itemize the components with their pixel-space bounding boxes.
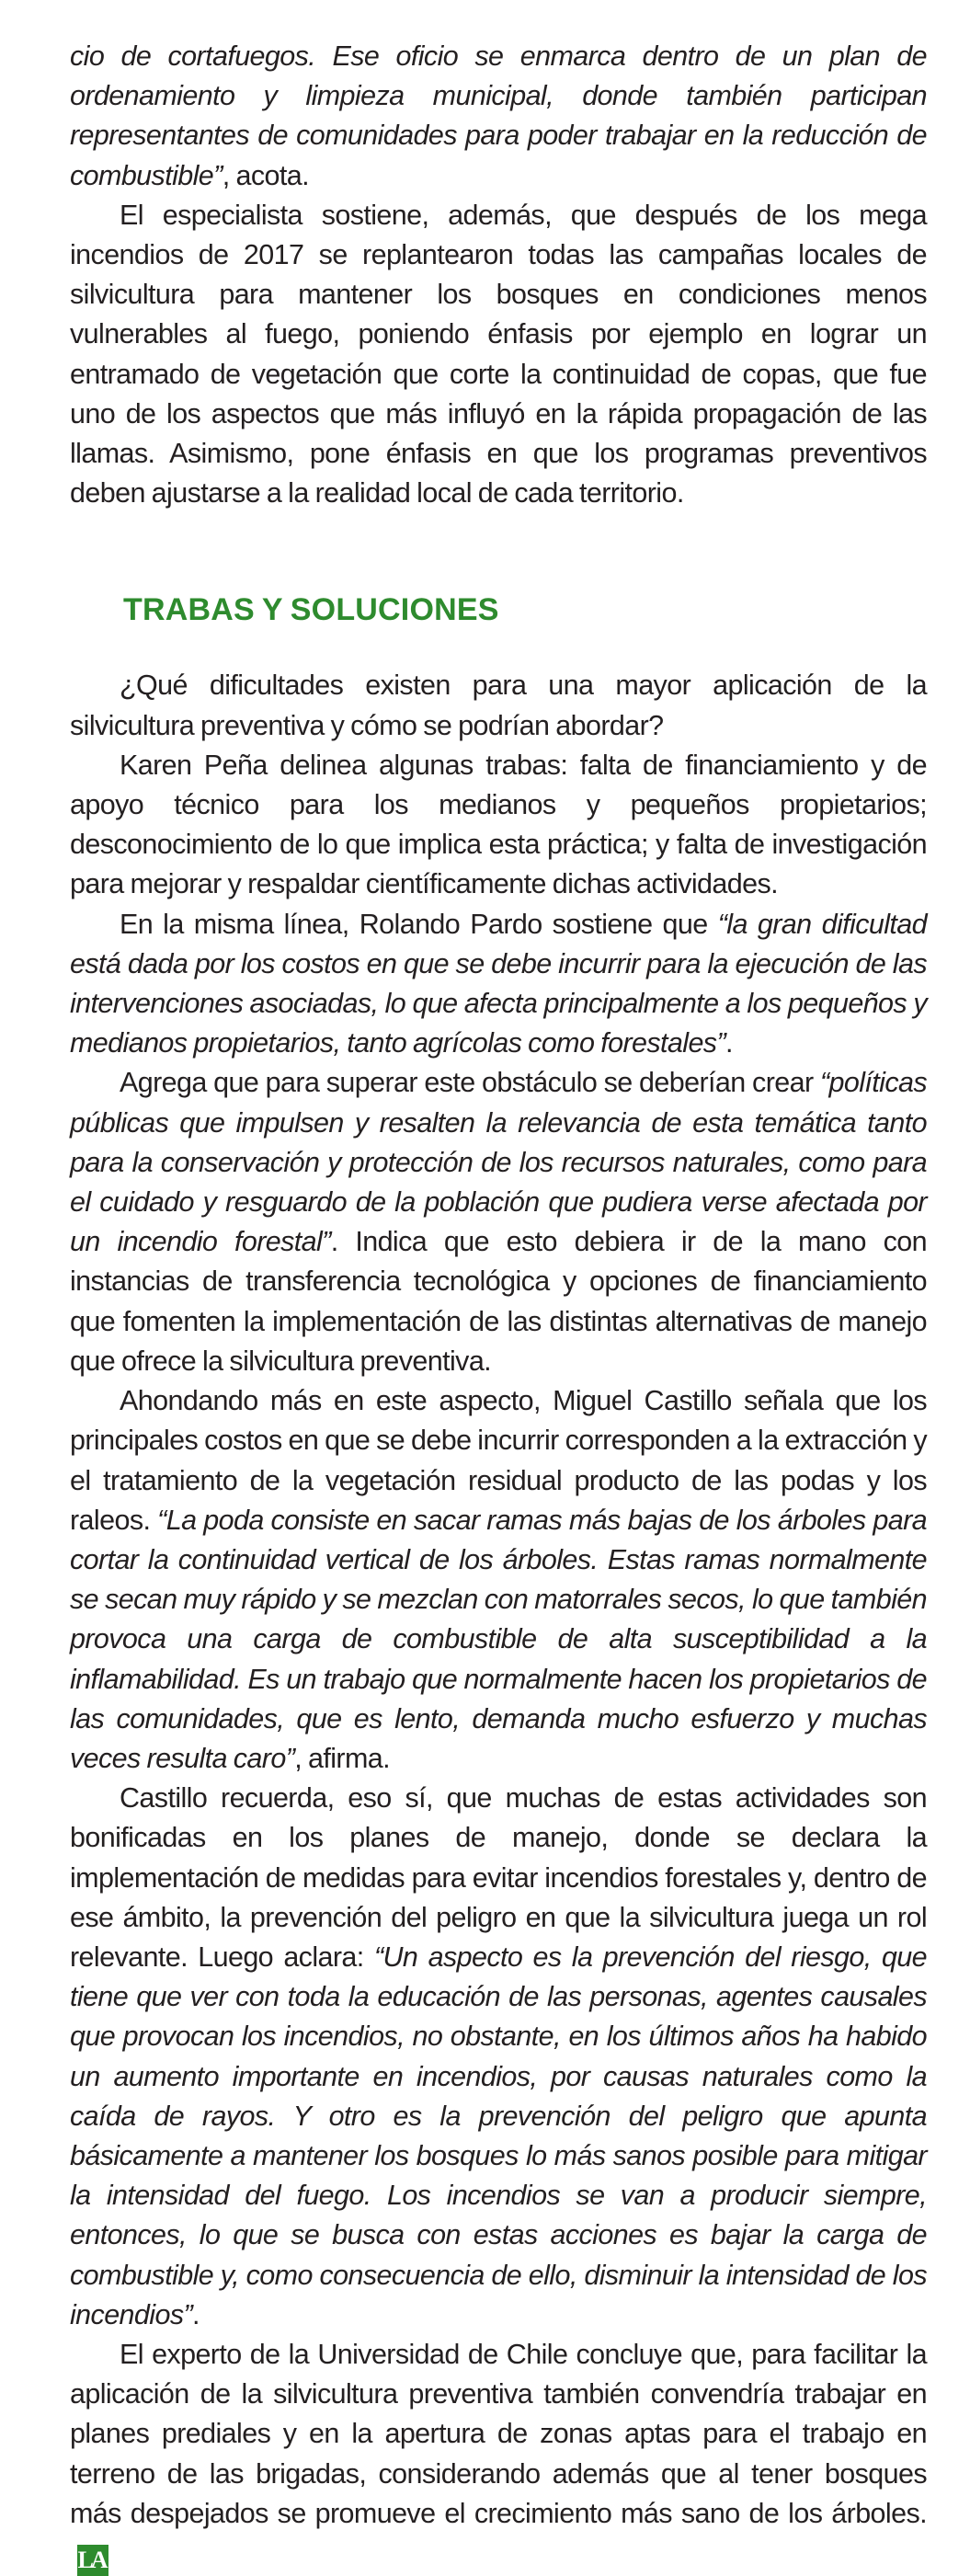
paragraph-lead: Castillo recuerda, eso sí, que muchas de estas actividades son bonificadas en los planes de manejo, donde se declara la implementación de medidas para evitar incendios forestales y, dentro de ese ámbito, la prevención del peligro en que la silvicultura juega un rol relevante. Luego aclara: [70, 1782, 927, 1973]
end-mark-logo: LA [77, 2545, 108, 2576]
paragraph-karen: Karen Peña delinea algunas trabas: falta de financiamiento y de apoyo técnico para los medianos y pequeños propietarios; desconocimiento de lo que implica esta práctica; y falta de investigación para mejorar y respaldar científicamente dichas actividades. [70, 749, 927, 900]
quote-italic: “Un aspecto es la prevención del riesgo, que tiene que ver con toda la educación de las personas, agentes causales que provocan los incendios, no obstante, en los últimos años ha habido un aumento importante en incendios, por causas naturales como la caída de rayos. Y otro es la prevención del peligro que apunta básicamente a mantener los bosques lo más sanos posible para mitigar la intensidad del fuego. Los incendios se van a producir siempre, entonces, lo que se busca con estas acciones es bajar la carga de combustible y, como consecuencia de ello, disminuir la intensidad de los incendios” [70, 1941, 927, 2330]
article-body [70, 37, 927, 2576]
quote-italic: “políticas públicas que impulsen y resalten la relevancia de esta temática tanto para la conservación y protección de los recursos naturales, como para el cuidado y resguardo de la población que pudiera verse afectada por un incendio forestal” [70, 1067, 927, 1258]
paragraph-agrega [70, 1063, 927, 1381]
quote-italic: “la gran dificultad está dada por los costos en que se debe incurrir para la ejecución de las intervenciones asociadas, lo que afecta principalmente a los pequeños y medianos propietarios, tanto agrícolas como forestales” [70, 908, 927, 1059]
paragraph-question: ¿Qué dificultades existen para una mayor aplicación de la silvicultura preventiva y cómo se podrían abordar? [70, 670, 927, 741]
quote-italic: “La poda consiste en sacar ramas más bajas de los árboles para cortar la continuidad vertical de los árboles. Estas ramas normalmente se secan muy rápido y se mezclan con matorrales secos, lo que también provoca una carga de combustible de alta susceptibilidad a la inflamabilidad. Es un trabajo que normalmente hacen los propietarios de las comunidades, que es lento, demanda mucho esfuerzo y muchas veces resulta caro” [70, 1504, 928, 1774]
quote-italic: cio de cortafuegos. Ese oficio se enmarca dentro de un plan de ordenamiento y limpieza municipal, donde también participan representantes de comunidades para poder trabajar en la reducción de combustible” [70, 40, 927, 191]
paragraph-intro-continuation [70, 37, 927, 196]
paragraph-text: El experto de la Universidad de Chile concluye que, para facilitar la aplicación de la silvicultura preventiva también convendría trabajar en planes prediales y en la apertura de zonas aptas para el trabajo en terreno de las brigadas, considerando además que al tener bosques más despejados se promueve el crecimiento más sano de los árboles. [70, 2338, 927, 2529]
paragraph-tail: , afirma. [294, 1742, 391, 1774]
section-heading: TRABAS Y SOLUCIONES [123, 592, 499, 628]
paragraph-recuerda [70, 1779, 927, 2335]
paragraph-specialist: El especialista sostiene, además, que después de los mega incendios de 2017 se replantearon todas las campañas locales de silvicultura para mantener los bosques en condiciones menos vulnerables al fuego, poniendo énfasis por ejemplo en lograr un entramado de vegetación que corte la continuidad de copas, que fue uno de los aspectos que más influyó en la rápida propagación de las llamas. Asimismo, pone énfasis en que los programas preventivos deben ajustarse a la realidad local de cada territorio. [70, 199, 927, 509]
paragraph-final [70, 2335, 927, 2576]
paragraph-tail: . [725, 1027, 733, 1059]
paragraph-pardo [70, 905, 927, 1064]
paragraph-tail: . [192, 2298, 200, 2330]
paragraph-lead: En la misma línea, Rolando Pardo sostiene que [120, 908, 718, 940]
paragraph-lead: Agrega que para superar este obstáculo se deberían crear [120, 1067, 820, 1099]
paragraph-castillo [70, 1381, 927, 1779]
paragraph-tail: . Indica que esto debiera ir de la mano con instancias de transferencia tecnológica y opciones de financiamiento que fomenten la implementación de las distintas alternativas de manejo que ofrece la silvicultura preventiva. [70, 1226, 927, 1377]
paragraph-lead: Ahondando más en este aspecto, Miguel Castillo señala que los principales costos en que se debe incurrir corresponden a la extracción y el tratamiento de la vegetación residual producto de las podas y los raleos. [70, 1385, 927, 1536]
paragraph-tail: , acota. [222, 159, 309, 191]
